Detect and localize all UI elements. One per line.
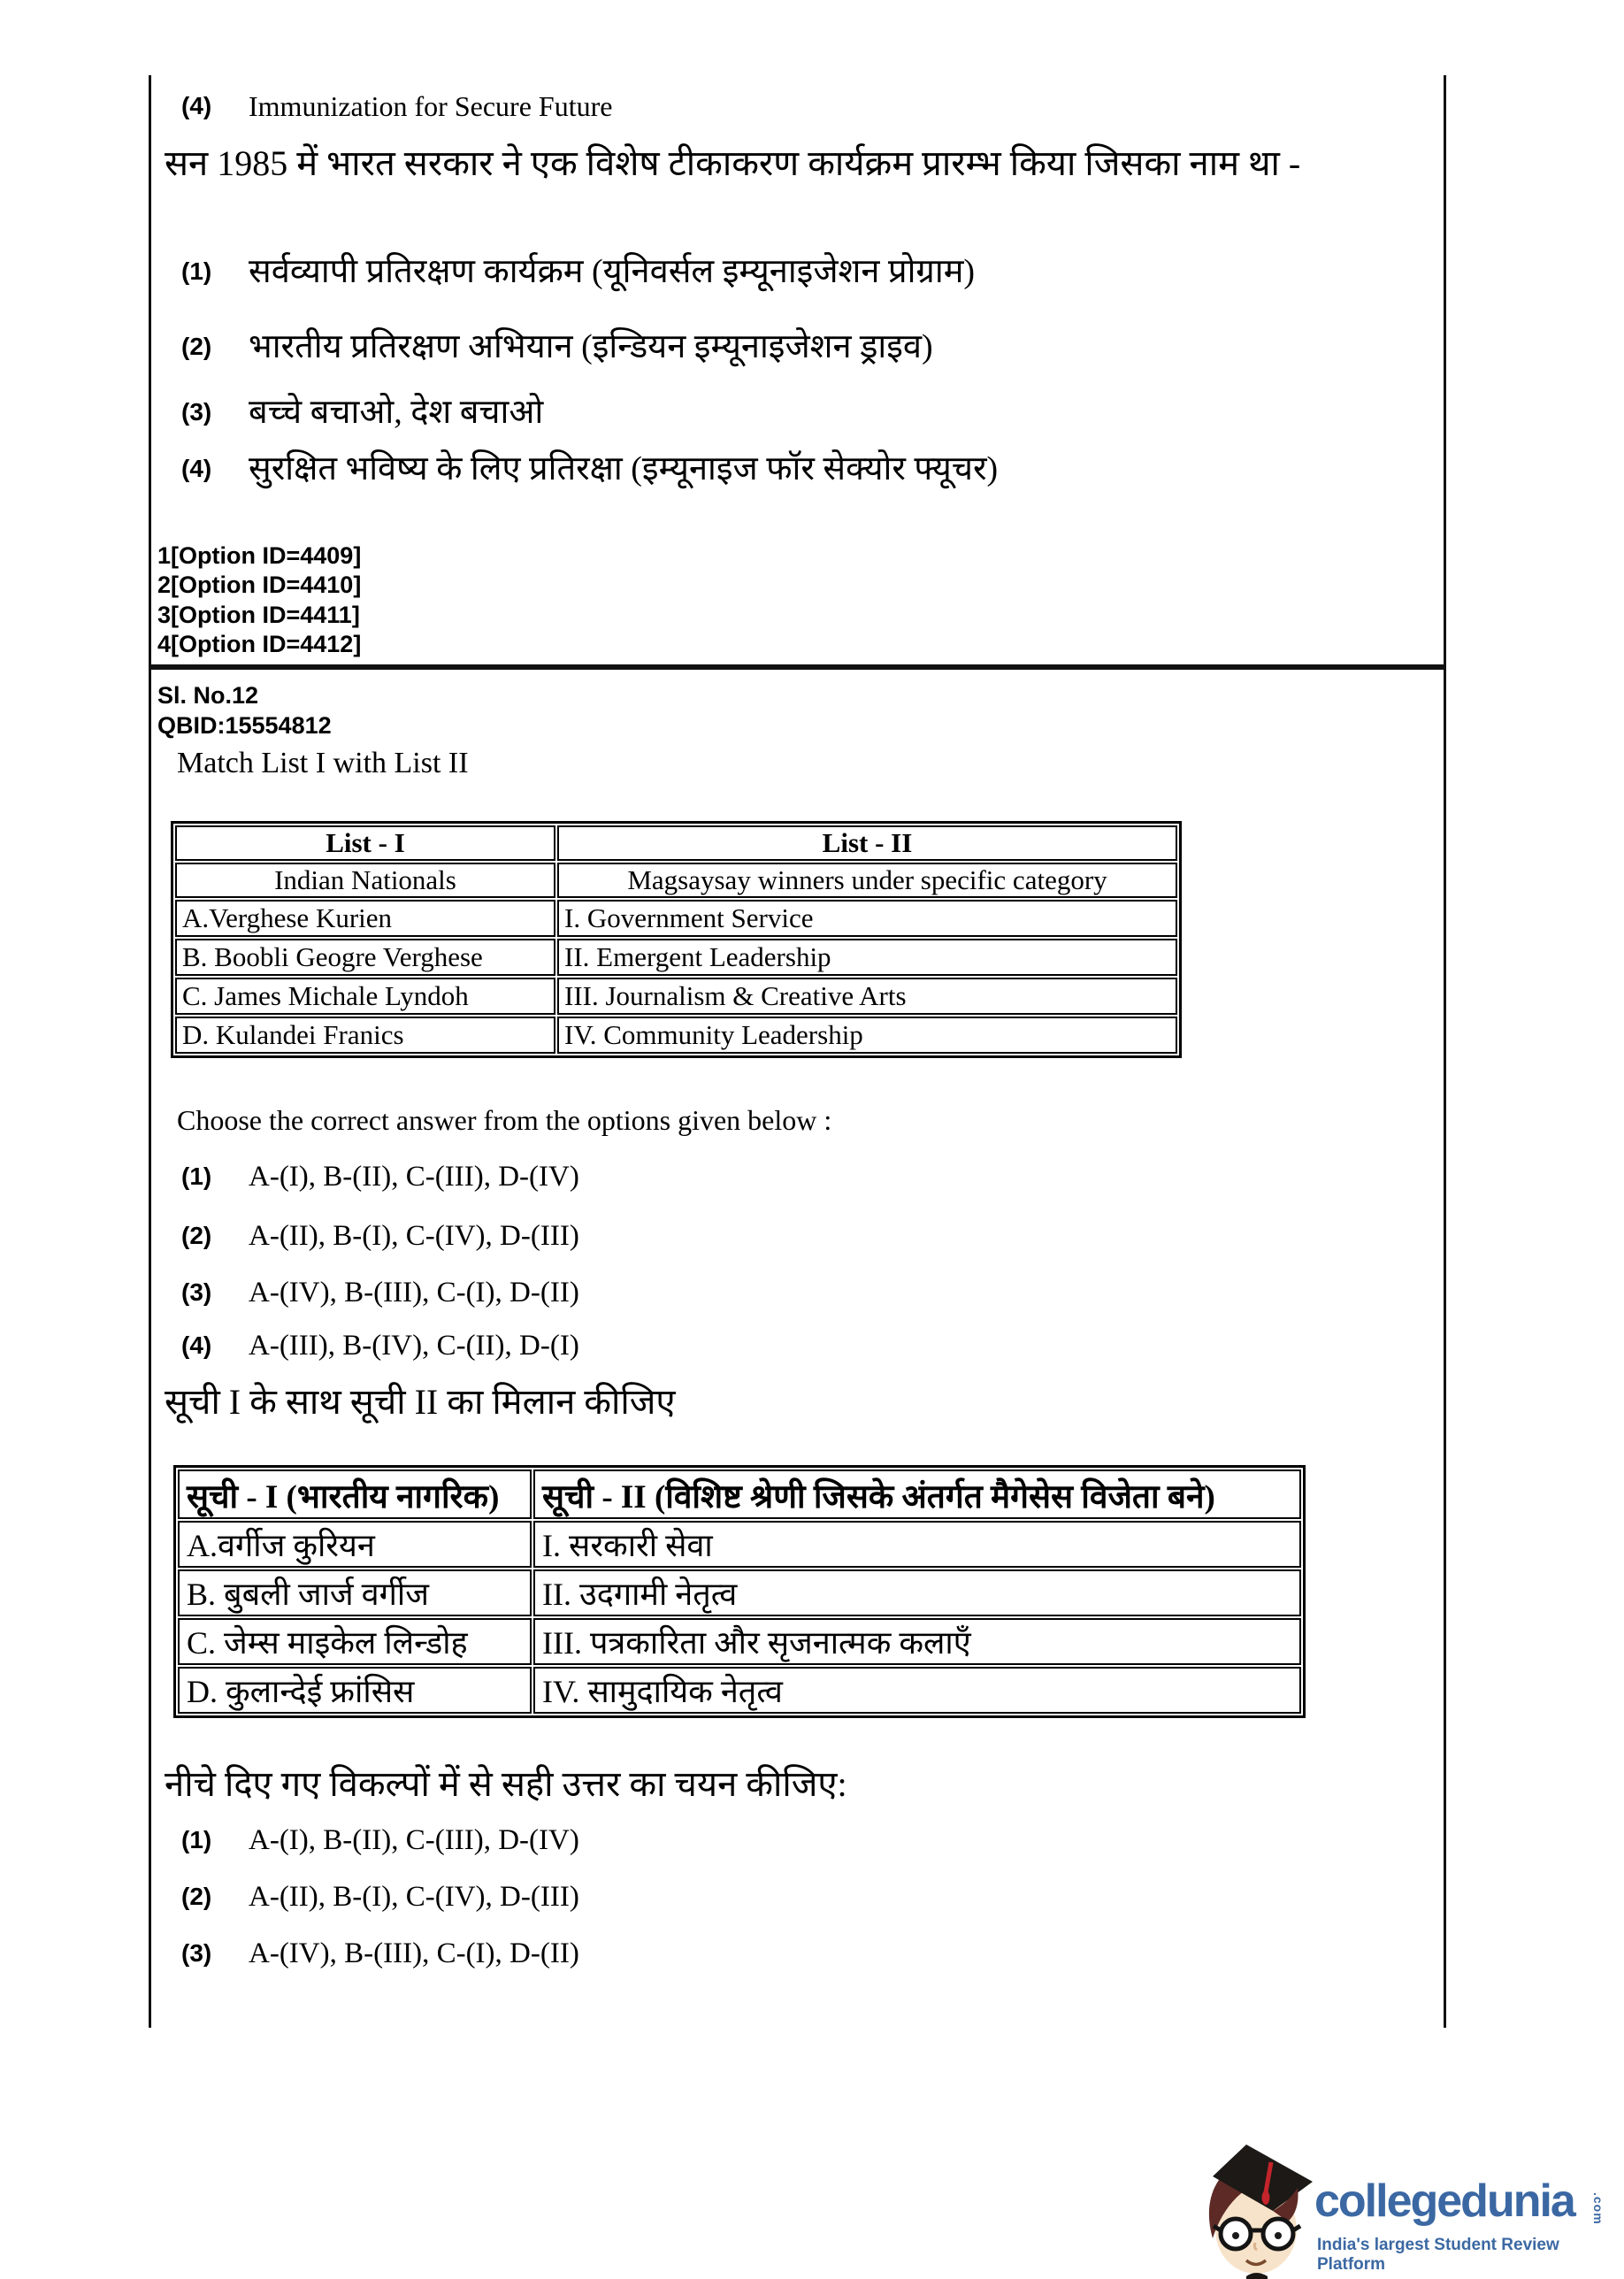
list1-item-b: B. Boobli Geogre Verghese <box>175 939 555 976</box>
option-id-3: 3[Option ID=4411] <box>157 602 360 628</box>
collegedunia-brand-text: collegedunia <box>1314 2175 1574 2227</box>
question-divider-line <box>149 664 1446 670</box>
list1-item-a: A.Verghese Kurien <box>175 900 555 937</box>
match-table-english <box>171 821 1182 1058</box>
list2-item-iv: IV. Community Leadership <box>557 1017 1177 1054</box>
choose-answer-instruction-hi: नीचे दिए गए विकल्पों में से सही उत्तर का चयन कीजिए: <box>165 1764 847 1804</box>
option-id-4: 4[Option ID=4412] <box>157 631 362 657</box>
list1-item-d: D. Kulandei Franics <box>175 1017 555 1054</box>
match-list-heading-hi: सूची I के साथ सूची II का मिलान कीजिए <box>165 1382 676 1422</box>
option-number: (3) <box>181 1278 212 1306</box>
q12-option-2-row-hi <box>181 1879 579 1915</box>
q11-question-text-hindi: सन 1985 में भारत सरकार ने एक विशेष टीकाकरण कार्यक्रम प्रारम्भ किया जिसका नाम था - <box>165 143 1301 183</box>
list2-item-iii-hi: III. पत्रकारिता और सृजनात्मक कलाएँ <box>533 1618 1301 1665</box>
list2-item-iv-hi: IV. सामुदायिक नेतृत्व <box>533 1667 1301 1714</box>
option-number: (1) <box>181 1826 212 1853</box>
table-header-row <box>175 825 1177 861</box>
table-row <box>175 1017 1177 1054</box>
list2-item-i-hi: I. सरकारी सेवा <box>533 1521 1301 1568</box>
table-row <box>175 939 1177 976</box>
list1-item-a-hi: A.वर्गीज कुरियन <box>178 1521 532 1568</box>
list1-item-b-hi: B. बुबली जार्ज वर्गीज <box>178 1569 532 1616</box>
list1-item-d-hi: D. कुलान्देई फ्रांसिस <box>178 1667 532 1714</box>
table-header-row <box>178 1469 1301 1519</box>
q12-option-3-row-en <box>181 1275 579 1310</box>
option-text: A-(II), B-(I), C-(IV), D-(III) <box>249 1220 579 1252</box>
content-right-border <box>1444 75 1446 2028</box>
option-text: A-(II), B-(I), C-(IV), D-(III) <box>249 1881 579 1913</box>
question-serial-number: Sl. No.12 <box>157 682 259 709</box>
option-text: A-(I), B-(II), C-(III), D-(IV) <box>249 1161 579 1193</box>
list1-header-hi: सूची - I (भारतीय नागरिक) <box>178 1469 532 1519</box>
option-number: (3) <box>181 1939 212 1967</box>
question-qbid: QBID:15554812 <box>157 712 332 739</box>
option-id-2: 2[Option ID=4410] <box>157 572 362 598</box>
option-text: Immunization for Secure Future <box>249 90 613 122</box>
match-table-hindi <box>173 1465 1306 1718</box>
option-number: (4) <box>181 92 212 119</box>
content-left-border <box>149 75 151 2028</box>
collegedunia-mascot-icon <box>1199 2137 1316 2279</box>
choose-answer-instruction-en: Choose the correct answer from the options given below : <box>177 1104 832 1136</box>
q11-option-3-row <box>181 391 543 434</box>
list2-item-i: I. Government Service <box>557 900 1177 937</box>
collegedunia-tagline: India's largest Student Review Platform <box>1317 2236 1559 2274</box>
list1-item-c-hi: C. जेम्स माइकेल लिन्डोह <box>178 1618 532 1665</box>
list2-item-ii: II. Emergent Leadership <box>557 939 1177 976</box>
list2-item-iii: III. Journalism & Creative Arts <box>557 978 1177 1015</box>
q11-option-1-row <box>181 250 975 293</box>
q11-option-4-row <box>181 88 612 124</box>
option-text: A-(I), B-(II), C-(III), D-(IV) <box>249 1824 579 1856</box>
q12-option-2-row-en <box>181 1218 579 1254</box>
list2-item-ii-hi: II. उदगामी नेतृत्व <box>533 1569 1301 1616</box>
option-text: A-(III), B-(IV), C-(II), D-(I) <box>249 1330 579 1362</box>
list2-header: List - II <box>557 825 1177 861</box>
table-row <box>178 1618 1301 1665</box>
option-text: बच्चे बचाओ, देश बचाओ <box>249 394 544 431</box>
option-id-1: 1[Option ID=4409] <box>157 542 362 569</box>
q12-option-4-row-en <box>181 1328 579 1363</box>
option-number: (1) <box>181 1163 212 1190</box>
table-subheader-row <box>175 863 1177 898</box>
table-row <box>175 978 1177 1015</box>
option-text: भारतीय प्रतिरक्षण अभियान (इन्डियन इम्यूनाइजेशन ड्राइव) <box>249 328 933 365</box>
list1-item-c: C. James Michale Lyndoh <box>175 978 555 1015</box>
option-number: (2) <box>181 1883 212 1910</box>
option-number: (2) <box>181 333 212 360</box>
list1-subheader: Indian Nationals <box>175 863 555 898</box>
collegedunia-tld-text: .com <box>1591 2192 1605 2225</box>
q12-option-3-row-hi <box>181 1936 579 1971</box>
table-row <box>175 900 1177 937</box>
match-list-heading-en: Match List I with List II <box>177 747 469 779</box>
option-number: (2) <box>181 1222 212 1249</box>
q11-option-4-row-hindi <box>181 448 998 490</box>
option-text: सर्वव्यापी प्रतिरक्षण कार्यक्रम (यूनिवर्सल इम्यूनाइजेशन प्रोग्राम) <box>249 253 976 290</box>
q12-option-1-row-en <box>181 1159 579 1194</box>
option-text: सुरक्षित भविष्य के लिए प्रतिरक्षा (इम्यूनाइज फॉर सेक्योर फ्यूचर) <box>249 450 999 487</box>
table-row <box>178 1569 1301 1616</box>
option-number: (4) <box>181 455 212 482</box>
table-row <box>178 1667 1301 1714</box>
q11-option-2-row <box>181 326 933 368</box>
table-row <box>178 1521 1301 1568</box>
list2-subheader: Magsaysay winners under specific category <box>557 863 1177 898</box>
option-number: (4) <box>181 1331 212 1359</box>
option-text: A-(IV), B-(III), C-(I), D-(II) <box>249 1277 579 1308</box>
list2-header-hi: सूची - II (विशिष्ट श्रेणी जिसके अंतर्गत मैगेसेस विजेता बने) <box>533 1469 1301 1519</box>
option-number: (3) <box>181 398 212 426</box>
q12-option-1-row-hi <box>181 1822 579 1858</box>
option-number: (1) <box>181 257 212 285</box>
option-text: A-(IV), B-(III), C-(I), D-(II) <box>249 1938 579 1969</box>
list1-header: List - I <box>175 825 555 861</box>
